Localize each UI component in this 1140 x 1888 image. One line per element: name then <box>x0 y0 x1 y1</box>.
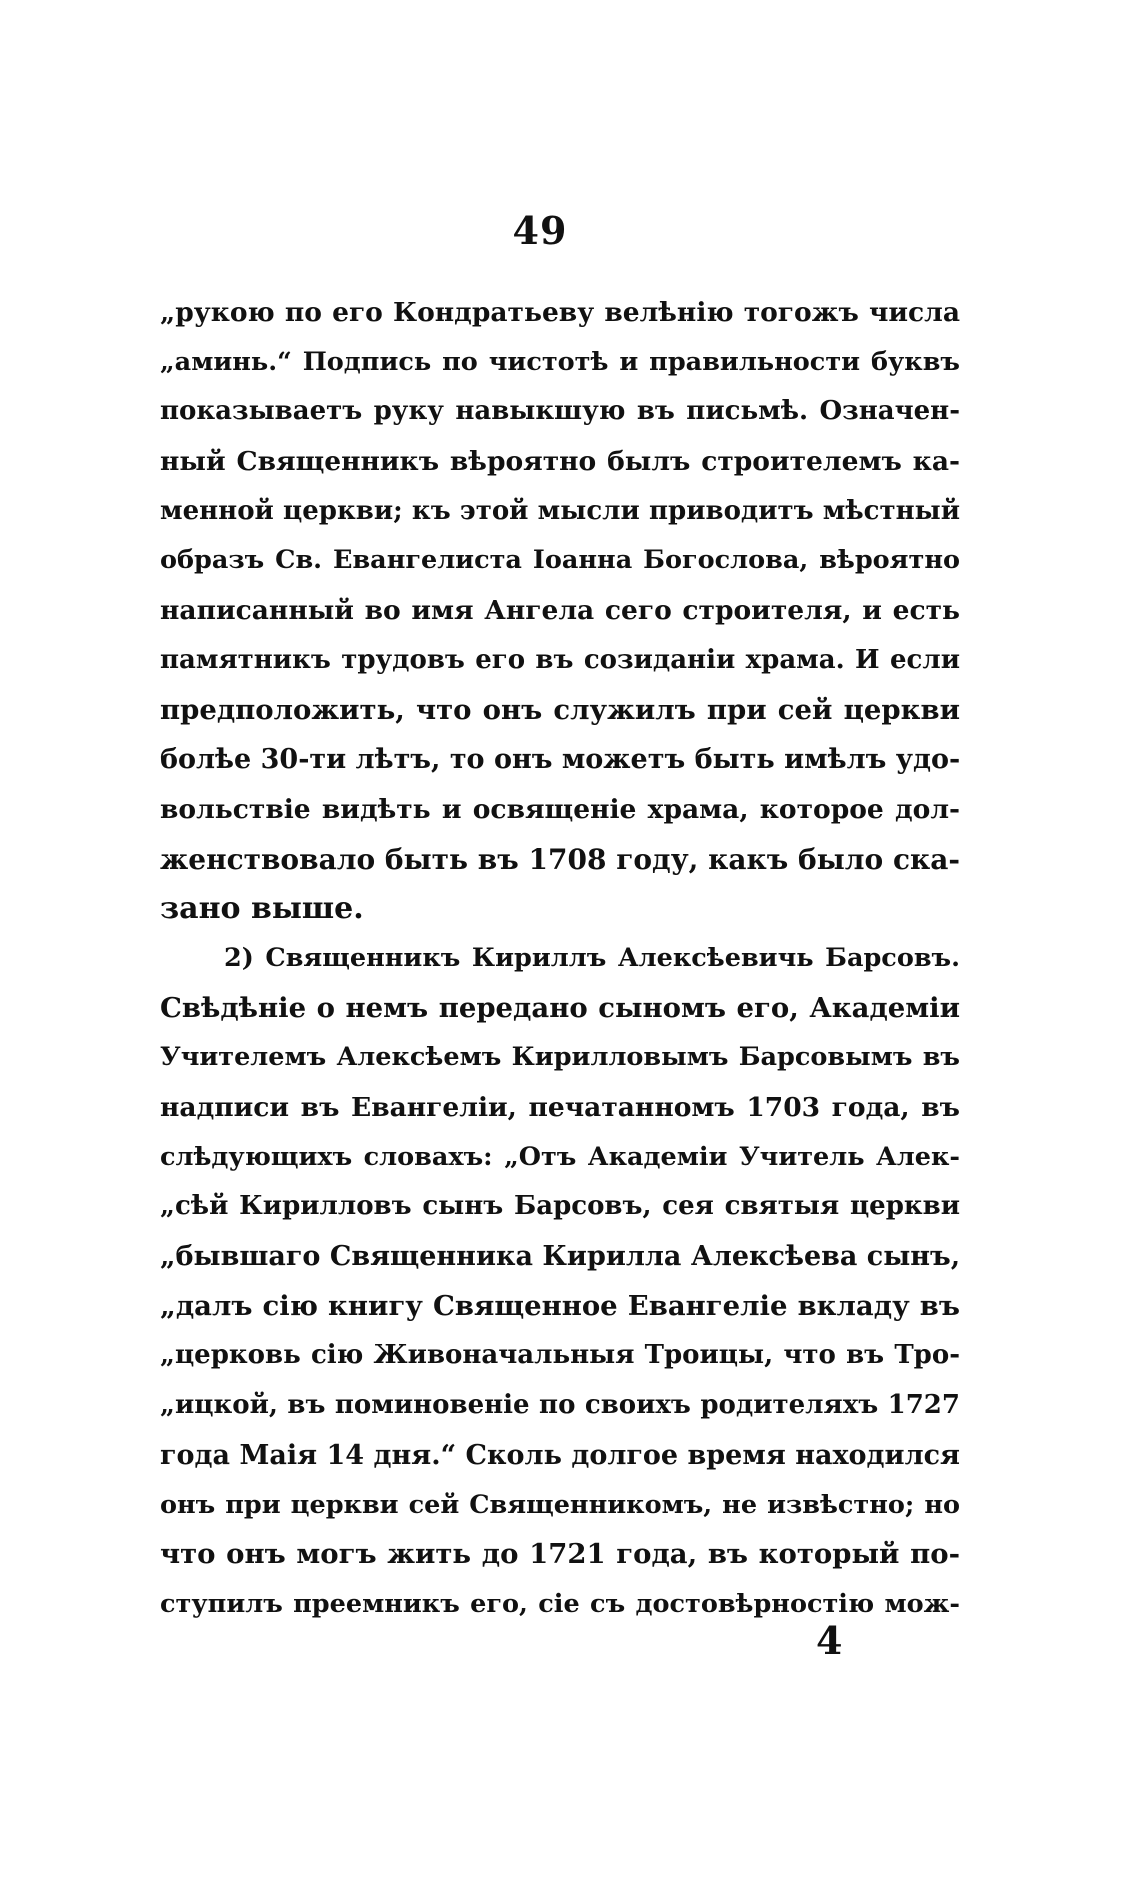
text-line: женствовало быть въ 1708 году, какъ было ска- <box>160 842 960 876</box>
text-line: „аминь.“ Подпись по чистотѣ и правильности буквъ <box>160 346 960 377</box>
text-line: зано выше. <box>160 891 364 927</box>
text-line: слѣдующихъ словахъ: „Отъ Академіи Учитель Алек- <box>160 1141 960 1172</box>
text-line: года Маія 14 дня.“ Сколь долгое время находился <box>160 1439 960 1471</box>
signature-mark: 4 <box>816 1618 843 1663</box>
text-line: „рукою по его Кондратьеву велѣнію тогожъ числа <box>160 297 960 328</box>
text-line: „далъ сію книгу Священное Евангеліе вкладу въ <box>160 1289 960 1322</box>
text-line: показываетъ руку навыкшую въ письмѣ. Означен- <box>160 396 960 427</box>
text-line: предположить, что онъ служилъ при сей церкви <box>160 693 960 726</box>
text-line: что онъ могъ жить до 1721 года, въ который по- <box>160 1538 960 1571</box>
text-line: „ицкой, въ поминовеніе по своихъ родителяхъ 1727 <box>160 1390 960 1421</box>
text-line: менной церкви; къ этой мысли приводитъ мѣстный <box>160 495 960 526</box>
page-number: 49 <box>512 208 568 253</box>
text-line: онъ при церкви сей Священникомъ, не извѣстно; но <box>160 1489 960 1520</box>
text-line: памятникъ трудовъ его въ созиданіи храма. И если <box>160 644 960 675</box>
text-line: написанный во имя Ангела сего строителя, и есть <box>160 595 960 627</box>
body-text <box>160 288 960 1630</box>
text-line: ступилъ преемникъ его, сіе съ достовѣрностію мож- <box>160 1588 960 1619</box>
text-line: ный Священникъ вѣроятно былъ строителемъ ка- <box>160 446 960 478</box>
text-line: надписи въ Евангеліи, печатанномъ 1703 года, въ <box>160 1092 960 1123</box>
text-line: Учителемъ Алексѣемъ Кирилловымъ Барсовымъ въ <box>160 1042 960 1073</box>
text-line: 2) Священникъ Кириллъ Алексѣевичь Барсовъ. <box>224 942 960 973</box>
text-line: болѣе 30-ти лѣтъ, то онъ можетъ быть имѣлъ удо- <box>160 744 960 776</box>
text-line: Свѣдѣніе о немъ передано сыномъ его, Академіи <box>160 991 960 1024</box>
text-line: вольствіе видѣть и освященіе храма, которое дол- <box>160 793 960 825</box>
text-line: „церковь сію Живоначальныя Троицы, что въ Тро- <box>160 1340 960 1371</box>
text-line: „бывшаго Священника Кирилла Алексѣева сынъ, <box>160 1241 960 1273</box>
text-line: „сѣй Кирилловъ сынъ Барсовъ, сея святыя церкви <box>160 1191 960 1222</box>
text-line: образъ Св. Евангелиста Іоанна Богослова, вѣроятно <box>160 545 960 576</box>
